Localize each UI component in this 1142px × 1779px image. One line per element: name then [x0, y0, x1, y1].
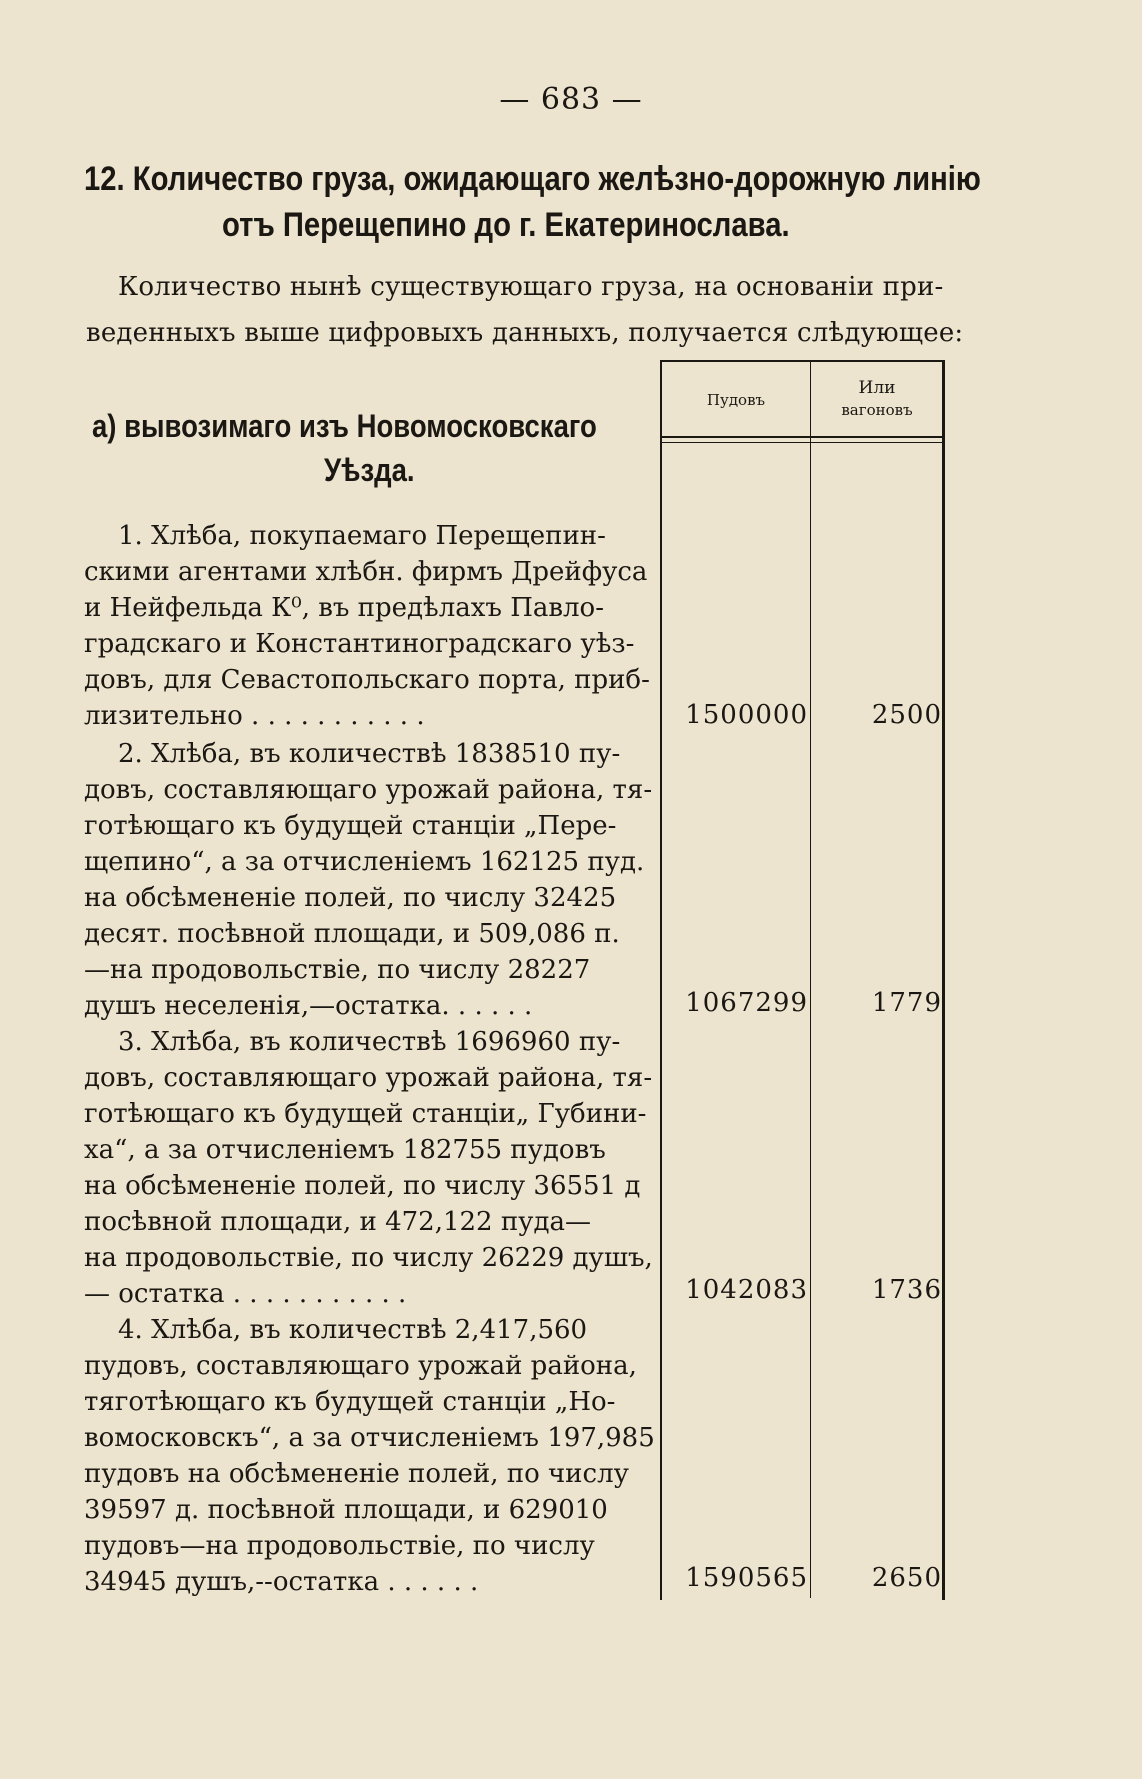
item-1-pudov: 1500000 — [685, 700, 808, 730]
item-3-line-7: на продовольствіе, по числу 26229 душъ, — [84, 1243, 653, 1273]
item-1-line-3: и Нейфельда К⁰, въ предѣлахъ Павло- — [84, 593, 604, 623]
table-header-rule-2 — [660, 442, 944, 443]
item-3-pudov: 1042083 — [685, 1275, 808, 1305]
item-3-line-4: ха“, а за отчисленіемъ 182755 пудовъ — [84, 1135, 606, 1165]
item-3-line-2: довъ, составляющаго урожай района, тя- — [84, 1063, 653, 1093]
heading-line-1: 12. Количество груза, ожидающаго желѣзно-дорожную линію — [84, 160, 981, 198]
column-header-wagons-2: вагоновъ — [841, 401, 913, 419]
heading-line-2: отъ Перещепино до г. Екатеринослава. — [222, 206, 790, 244]
item-2-line-4: щепино“, а за отчисленіемъ 162125 пуд. — [84, 847, 645, 877]
table-top-rule — [660, 360, 944, 362]
column-header-wagons-1: Или — [858, 378, 896, 398]
item-3-line-5: на обсѣмененіе полей, по числу 36551 д — [84, 1171, 641, 1201]
item-1-line-4: градскаго и Константиноградскаго уѣз- — [84, 629, 635, 659]
item-4-vagonov: 2650 — [871, 1563, 942, 1593]
item-2-line-7: —на продовольствіе, по числу 28227 — [84, 955, 591, 985]
item-1-vagonov: 2500 — [871, 700, 942, 730]
item-4-line-2: пудовъ, составляющаго урожай района, — [84, 1351, 637, 1381]
item-2-line-8: душъ неселенія,—остатка. . . . . . — [84, 991, 533, 1021]
item-3-line-8: — остатка . . . . . . . . . . . — [84, 1279, 407, 1309]
item-3-line-6: посѣвной площади, и 472,122 пуда— — [84, 1207, 591, 1237]
intro-line-2: веденныхъ выше цифровыхъ данныхъ, получается слѣдующее: — [86, 318, 964, 348]
item-2-vagonov: 1779 — [871, 988, 942, 1018]
column-header-pudov: Пудовъ — [706, 391, 766, 409]
item-4-line-3: тяготѣющаго къ будущей станціи „Но- — [84, 1387, 616, 1417]
item-4-line-5: пудовъ на обсѣмененіе полей, по числу — [84, 1459, 629, 1489]
item-4-line-6: 39597 д. посѣвной площади, и 629010 — [84, 1495, 608, 1525]
item-4-pudov: 1590565 — [685, 1563, 808, 1593]
table-header-rule-1 — [660, 436, 944, 438]
table-divider-middle — [810, 362, 811, 798]
item-4-line-7: пудовъ—на продовольствіе, по числу — [84, 1531, 595, 1561]
section-title: а) вывозимаго изъ Новомосковскаго — [92, 408, 597, 444]
table-divider-right — [942, 360, 945, 1600]
item-2-line-5: на обсѣмененіе полей, по числу 32425 — [84, 883, 617, 913]
item-3-vagonov: 1736 — [871, 1275, 942, 1305]
item-2-line-3: готѣющаго къ будущей станціи „Пере- — [84, 811, 617, 841]
item-4-line-4: вомосковскъ“, а за отчисленіемъ 197,985 — [84, 1423, 655, 1453]
item-2-line-6: десят. посѣвной площади, и 509,086 п. — [84, 919, 620, 949]
table-divider-middle-lower — [810, 798, 811, 1598]
item-1-line-2: скими агентами хлѣбн. фирмъ Дрейфуса — [84, 557, 648, 587]
item-2-line-2: довъ, составляющаго урожай района, тя- — [84, 775, 653, 805]
item-1-line-1: 1. Хлѣба, покупаемаго Перещепин- — [118, 521, 606, 551]
item-4-line-8: 34945 душъ,--остатка . . . . . . — [84, 1567, 479, 1597]
item-2-pudov: 1067299 — [685, 988, 808, 1018]
item-1-line-5: довъ, для Севастопольскаго порта, приб- — [84, 665, 650, 695]
table-divider-left — [660, 360, 662, 1600]
section-title-cont: Уѣзда. — [324, 452, 415, 488]
item-3-line-3: готѣющаго къ будущей станціи„ Губини- — [84, 1099, 647, 1129]
item-1-line-6: лизительно . . . . . . . . . . . — [84, 701, 425, 731]
page-number: — 683 — — [499, 82, 643, 117]
item-2-line-1: 2. Хлѣба, въ количествѣ 1838510 пу- — [118, 739, 621, 769]
intro-line-1: Количество нынѣ существующаго груза, на основаніи при- — [118, 272, 944, 302]
item-4-line-1: 4. Хлѣба, въ количествѣ 2,417,560 — [118, 1315, 588, 1345]
item-3-line-1: 3. Хлѣба, въ количествѣ 1696960 пу- — [118, 1027, 621, 1057]
